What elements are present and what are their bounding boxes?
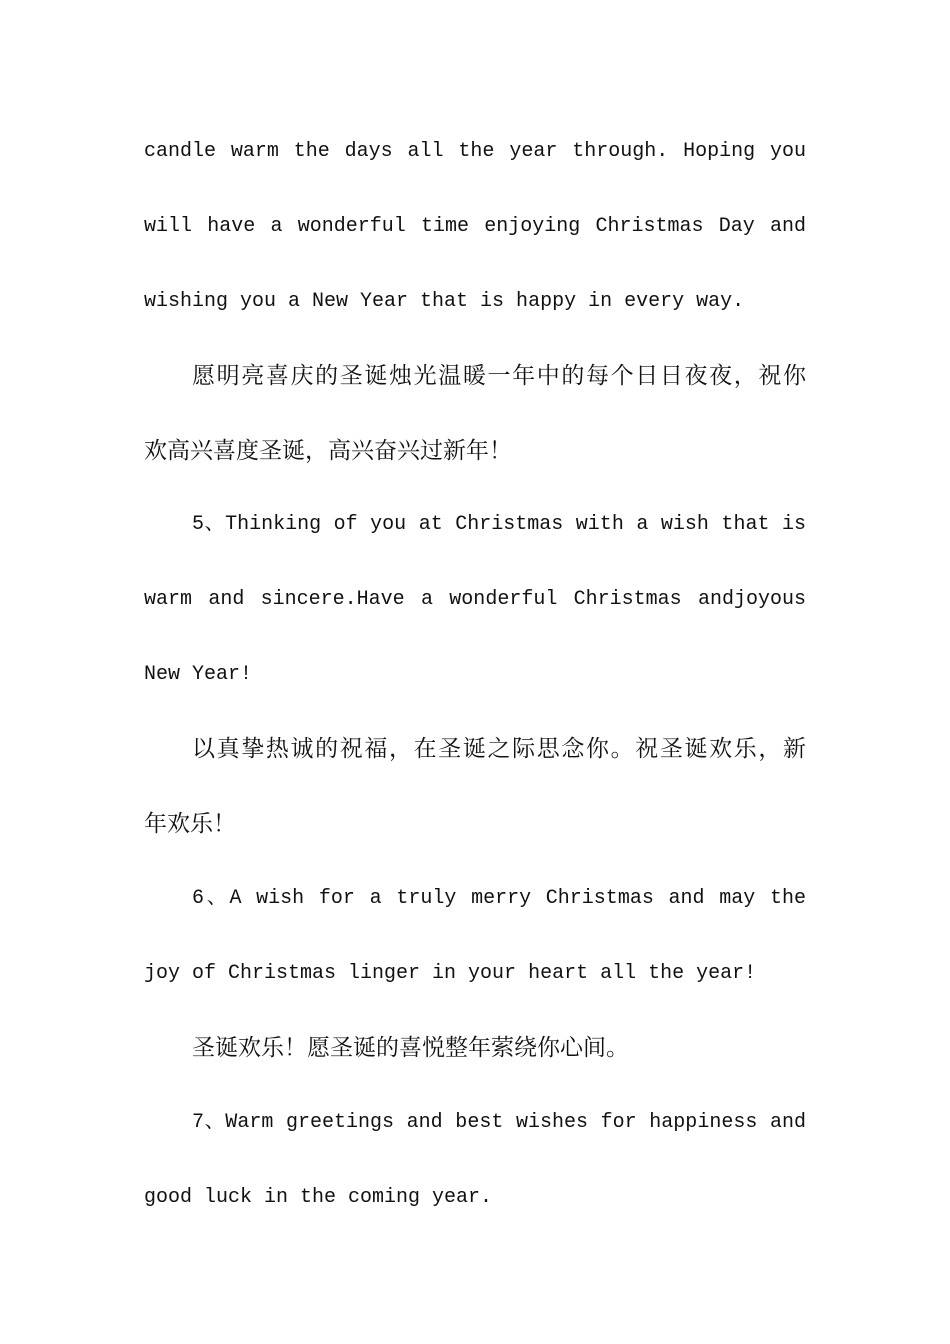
text-line: warm and sincere.Have a wonderful Christmas andjoyous [144, 588, 806, 611]
text-line: 以真挚热诚的祝福，在圣诞之际思念你。祝圣诞欢乐，新 [192, 736, 806, 762]
text-line: New Year! [144, 663, 253, 686]
text-line: 圣诞欢乐！愿圣诞的喜悦整年萦绕你心间。 [192, 1035, 629, 1061]
text-line: 7、Warm greetings and best wishes for happiness and [192, 1111, 806, 1134]
text-line: good luck in the coming year. [144, 1186, 493, 1209]
text-line: will have a wonderful time enjoying Christmas Day and [144, 215, 806, 238]
text-line: 6、A wish for a truly merry Christmas and may the [192, 887, 806, 910]
text-line: 5、Thinking of you at Christmas with a wish that is [192, 513, 806, 536]
text-line: wishing you a New Year that is happy in every way. [144, 290, 745, 313]
text-line: 愿明亮喜庆的圣诞烛光温暖一年中的每个日日夜夜，祝你 [192, 363, 806, 389]
text-line: 欢高兴喜度圣诞，高兴奋兴过新年！ [144, 438, 512, 464]
text-line: 年欢乐！ [144, 811, 236, 837]
text-line: candle warm the days all the year through. Hoping you [144, 140, 806, 163]
text-line: joy of Christmas linger in your heart all the year! [144, 962, 757, 985]
